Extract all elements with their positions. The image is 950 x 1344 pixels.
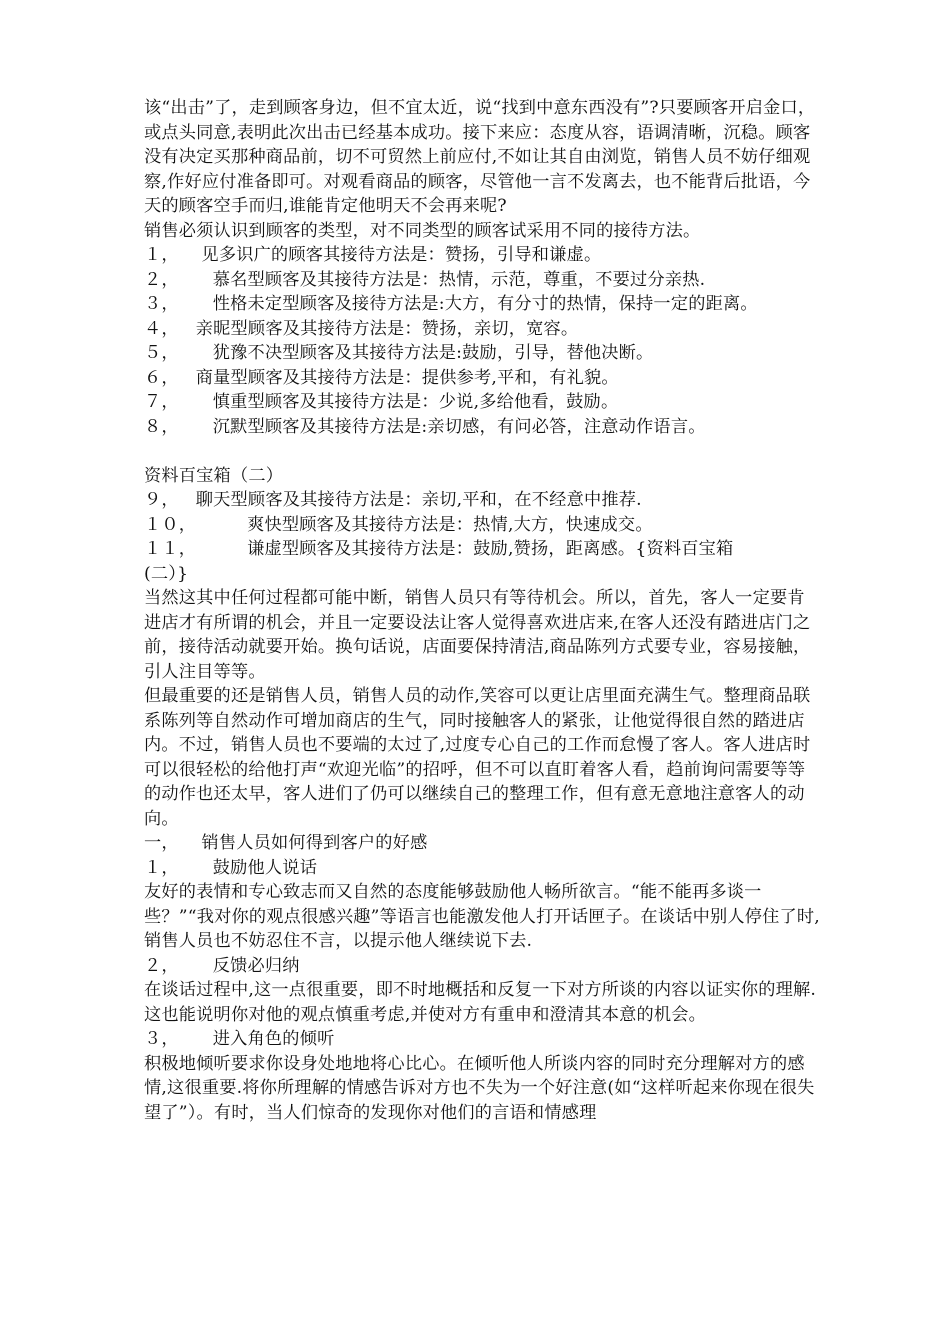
list-item-customer-type-2: ２， 慕名型顾客及其接待方法是：热情，示范，尊重，不要过分亲热. [144, 269, 706, 290]
paragraph-approach-customer: 该“出击”了，走到顾客身边，但不宜太近，说“找到中意东西没有”?只要顾客开启金口，或点头同意,表明此次出击已经基本成功。接下来应：态度从容，语调清晰，沉稳。顾客没有决定买那种商品前，切不可贸然上前应付,不如让其自由浏览，销售人员不妨仔细观察,作好应付准备即可。对观看商品的顾客，尽管他一言不发离去，也不能背后批语，今天的顾客空手而归,谁能肯定他明天不会再来呢? [144, 98, 816, 216]
subheading-active-listening: ３， 进入角色的倾听 [144, 1029, 335, 1049]
section-heading-resource-box: 资料百宝箱（二） [144, 465, 284, 486]
list-item-customer-type-11: １１， 谦虚型顾客及其接待方法是：鼓励,赞扬，距离感。{资料百宝箱 [144, 539, 734, 559]
paragraph-encourage-talking: 友好的表情和专心致志而又自然的态度能够鼓励他人畅所欲言。“能不能再多谈一些？”“我对你的观点很感兴趣”等语言也能激发他人打开话匣子。在谈话中别人停住了时,销售人员也不妨忍住不言，以提示他人继续说下去. [144, 882, 820, 951]
list-item-customer-type-7: ７， 慎重型顾客及其接待方法是：少说,多给他看，鼓励。 [144, 392, 619, 412]
list-item-customer-type-10: １０， 爽快型顾客及其接待方法是：热情,大方，快速成交。 [144, 514, 653, 535]
paragraph-active-listening: 积极地倾听要求你设身处地地将心比心。在倾听他人所谈内容的同时充分理解对方的感情,这很重要.将你所理解的情感告诉对方也不失为一个好注意(如“这样听起来你现在很失望了”）。有时，当人们惊奇的发现你对他们的言语和情感理 [144, 1053, 815, 1123]
document-body [144, 96, 820, 1125]
blank-line [144, 439, 820, 464]
list-item-customer-type-6: ６， 商量型顾客及其接待方法是：提供参考,平和，有礼貌。 [144, 367, 619, 388]
list-item-customer-type-9: ９， 聊天型顾客及其接待方法是：亲切,平和，在不经意中推荐. [144, 490, 642, 510]
subheading-feedback-summary: ２， 反馈必归纳 [144, 955, 300, 976]
list-item-customer-type-3: ３， 性格未定型顾客及接待方法是:大方，有分寸的热情，保持一定的距离。 [144, 294, 758, 314]
list-item-customer-type-4: ４， 亲昵型顾客及其接待方法是：赞扬，亲切，宽容。 [144, 318, 579, 339]
list-item-customer-type-5: ５， 犹豫不决型顾客及其接待方法是:鼓励，引导，替他决断。 [144, 343, 654, 363]
paragraph-salesperson-actions: 但最重要的还是销售人员，销售人员的动作,笑容可以更让店里面充满生气。整理商品联系陈列等自然动作可增加商店的生气，同时接触客人的紧张，让他觉得很自然的踏进店内。不过，销售人员也不要端的太过了,过度专心自己的工作而怠慢了客人。客人进店时可以很轻松的给他打声“欢迎光临”的招呼，但不可以直盯着客人看，趋前询问需要等等的动作也还太早，客人进们了仍可以继续自己的整理工作，但有意无意地注意客人的动向。 [144, 686, 811, 829]
list-item-customer-type-8: ８， 沉默型顾客及其接待方法是:亲切感，有问必答，注意动作语言。 [144, 416, 706, 437]
paragraph-resource-box-continuation: (二）} [144, 563, 189, 584]
list-item-customer-type-1: １， 见多识广的顾客其接待方法是：赞扬，引导和谦虚。 [144, 245, 602, 265]
subheading-encourage-talking: １， 鼓励他人说话 [144, 857, 318, 878]
section-heading-good-impression: 一， 销售人员如何得到客户的好感 [144, 833, 428, 853]
paragraph-customer-types-intro: 销售必须认识到顾客的类型，对不同类型的顾客试采用不同的接待方法。 [144, 220, 701, 241]
paragraph-feedback-summary: 在谈话过程中,这一点很重要，即不时地概括和反复一下对方所谈的内容以证实你的理解.这也能说明你对他的观点慎重考虑,并使对方有重申和澄清其本意的机会。 [144, 980, 817, 1025]
paragraph-waiting-for-chance: 当然这其中任何过程都可能中断，销售人员只有等待机会。所以，首先，客人一定要肯进店才有所谓的机会，并且一定要设法让客人觉得喜欢进店来,在客人还没有踏进店门之前，接待活动就要开始。换句话说，店面要保持清洁,商品陈列方式要专业，容易接触，引人注目等等。 [144, 588, 811, 682]
